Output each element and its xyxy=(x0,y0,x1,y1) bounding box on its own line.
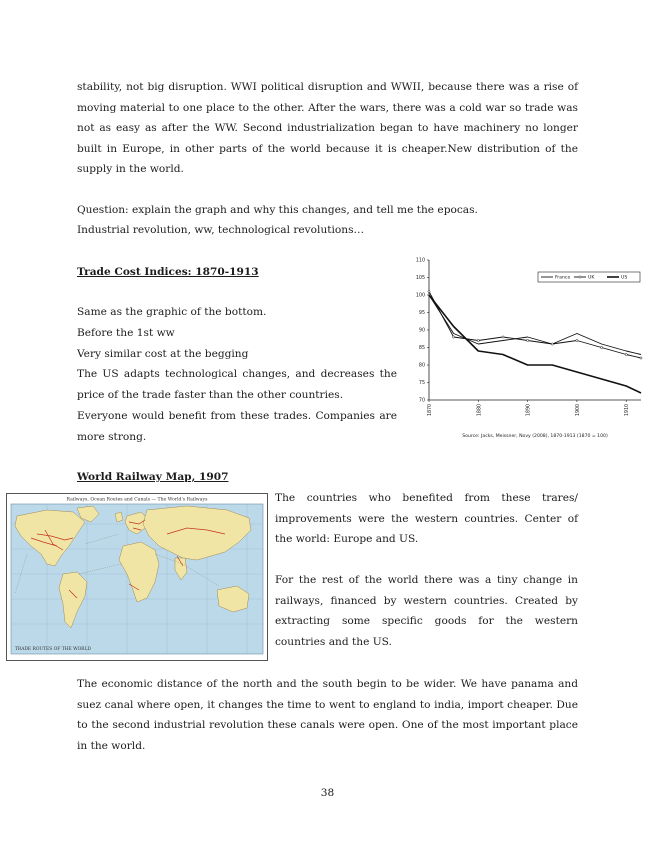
intro-paragraph: stability, not big disruption. WWI political disruption and WWII, because there was a rise of moving material to one place to the other. After the wars, there was a cold war so trade was not as easy as after the WW. Second industrialization began to have machinery no longer built in Europe, in other parts of the world because it is cheaper.New distribution of the supply in the world. xyxy=(77,81,578,176)
chart-y-tick-label: 80 xyxy=(418,363,425,369)
trade-cost-chart xyxy=(405,252,645,444)
chart-legend xyxy=(538,272,640,282)
chart-series-uk xyxy=(429,292,641,359)
chart-point-uk xyxy=(453,336,455,338)
chart-point-uk xyxy=(477,339,479,341)
chart-series-us xyxy=(429,295,641,393)
chart-y-tick-label: 100 xyxy=(415,293,425,299)
world-map-graphic xyxy=(7,494,267,660)
map-caption-top: Railways, Ocean Routes and Canals — The World's Railways xyxy=(66,497,208,503)
world-railway-map xyxy=(6,493,268,661)
chart-point-uk xyxy=(640,357,642,359)
chart-point-uk xyxy=(428,290,430,292)
answer-line: Industrial revolution, ww, technological revolutions… xyxy=(77,224,365,236)
trade-line-2: Before the 1st ww xyxy=(77,327,175,339)
trade-us-paragraph: The US adapts technological changes, and decreases the price of the trade faster than the other countries. xyxy=(77,368,397,401)
chart-y-tick-label: 105 xyxy=(415,276,425,282)
chart-y-tick-label: 95 xyxy=(418,311,425,317)
chart-y-tick-label: 90 xyxy=(418,328,425,334)
chart-point-uk xyxy=(527,339,529,341)
chart-y-tick-label: 85 xyxy=(418,346,425,352)
chart-legend-label: US xyxy=(621,275,628,281)
chart-point-uk xyxy=(600,346,602,348)
chart-x-tick-label: 1880 xyxy=(477,403,483,417)
chart-x-tick-label: 1910 xyxy=(625,403,631,417)
chart-y-tick-label: 75 xyxy=(418,381,425,387)
question-line: Question: explain the graph and why this changes, and tell me the epocas. xyxy=(77,204,478,216)
chart-x-tick-label: 1900 xyxy=(575,403,581,417)
chart-source-note: Source: Jacks, Meissner, Novy (2008), 1870-1913 (1870 = 100) xyxy=(462,434,608,439)
map-caption-bottom: TRADE ROUTES OF THE WORLD xyxy=(15,647,91,652)
chart-y-tick-label: 70 xyxy=(418,398,425,404)
trade-cost-heading: Trade Cost Indices: 1870-1913 xyxy=(77,266,259,278)
chart-point-uk xyxy=(502,336,504,338)
chart-point-uk xyxy=(551,343,553,345)
chart-series-france xyxy=(429,295,641,355)
chart-y-tick-label: 110 xyxy=(415,258,425,264)
chart-point-uk xyxy=(625,353,627,355)
chart-point-uk xyxy=(576,339,578,341)
chart-lines xyxy=(428,290,642,393)
trade-line-3: Very similar cost at the begging xyxy=(77,348,249,360)
closing-paragraph: The economic distance of the north and the south begin to be wider. We have panama and suez canal where open, it changes the time to went to england to india, import cheaper. Due to the second industrial revolution these canals were open. One of the most important place in the world. xyxy=(77,678,578,752)
chart-legend-label: France xyxy=(555,275,571,281)
chart-x-tick-label: 1870 xyxy=(428,403,433,417)
trade-line-1: Same as the graphic of the bottom. xyxy=(77,306,267,318)
railway-map-heading: World Railway Map, 1907 xyxy=(77,471,229,483)
chart-legend-marker xyxy=(579,276,581,278)
chart-x-tick-label: 1890 xyxy=(526,403,532,417)
railway-benefit-paragraph: The countries who benefited from these trares/ improvements were the western countries. Center of the world: Europe and US. xyxy=(275,492,578,546)
railway-rest-paragraph: For the rest of the world there was a tiny change in railways, financed by western countries. Created by extracting some specific goods for the western countries and the US. xyxy=(275,574,578,648)
chart-legend-label: UK xyxy=(588,275,595,281)
page-number: 38 xyxy=(320,787,335,799)
trade-benefit-paragraph: Everyone would benefit from these trades. Companies are more strong. xyxy=(77,410,397,443)
